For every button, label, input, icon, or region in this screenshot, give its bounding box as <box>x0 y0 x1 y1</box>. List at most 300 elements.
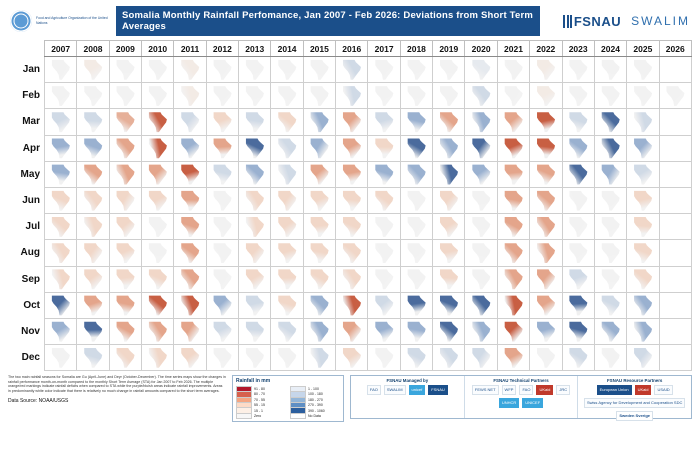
cell-oct-2014[interactable] <box>271 292 303 318</box>
cell-oct-2011[interactable] <box>174 292 206 318</box>
cell-may-2023[interactable] <box>562 161 594 187</box>
cell-dec-2010[interactable] <box>142 345 174 371</box>
somalia-silhouette-icon <box>406 320 426 342</box>
cell-jun-2012[interactable] <box>206 187 238 213</box>
cell-jun-2023[interactable] <box>562 187 594 213</box>
cell-jan-2010[interactable] <box>142 57 174 83</box>
cell-dec-2023[interactable] <box>562 345 594 371</box>
cell-oct-2019[interactable] <box>433 292 465 318</box>
cell-aug-2016[interactable] <box>336 240 368 266</box>
legend-label: 390 - 1060 <box>308 408 325 413</box>
cell-sep-2020[interactable] <box>465 266 497 292</box>
cell-mar-2008[interactable] <box>77 109 109 135</box>
cell-mar-2025[interactable] <box>627 109 659 135</box>
cell-apr-2024[interactable] <box>594 135 626 161</box>
map-shading <box>180 59 200 81</box>
cell-jan-2019[interactable] <box>433 57 465 83</box>
cell-aug-2007[interactable] <box>45 240 77 266</box>
mini-map <box>465 345 496 370</box>
cell-apr-2014[interactable] <box>271 135 303 161</box>
cell-aug-2015[interactable] <box>303 240 335 266</box>
cell-jun-2008[interactable] <box>77 187 109 213</box>
cell-jan-2015[interactable] <box>303 57 335 83</box>
cell-aug-2013[interactable] <box>239 240 271 266</box>
mini-map <box>45 57 76 82</box>
cell-may-2022[interactable] <box>530 161 562 187</box>
cell-dec-2012[interactable] <box>206 345 238 371</box>
somalia-silhouette-icon <box>83 111 103 133</box>
cell-feb-2024[interactable] <box>594 83 626 109</box>
cell-aug-2012[interactable] <box>206 240 238 266</box>
cell-jun-2009[interactable] <box>109 187 141 213</box>
cell-feb-2010[interactable] <box>142 83 174 109</box>
cell-aug-2022[interactable] <box>530 240 562 266</box>
cell-jul-2010[interactable] <box>142 214 174 240</box>
cell-jul-2018[interactable] <box>400 214 432 240</box>
cell-aug-2026[interactable] <box>659 240 691 266</box>
cell-jan-2025[interactable] <box>627 57 659 83</box>
mini-map <box>433 345 464 370</box>
cell-jan-2022[interactable] <box>530 57 562 83</box>
cell-aug-2019[interactable] <box>433 240 465 266</box>
cell-nov-2014[interactable] <box>271 318 303 344</box>
cell-nov-2021[interactable] <box>497 318 529 344</box>
map-shading <box>439 216 459 238</box>
mini-map <box>498 267 529 292</box>
mini-map <box>465 83 496 108</box>
map-shading <box>51 242 71 264</box>
somalia-silhouette-icon <box>115 111 135 133</box>
somalia-silhouette-icon <box>277 111 297 133</box>
cell-nov-2022[interactable] <box>530 318 562 344</box>
mini-map <box>498 83 529 108</box>
cell-may-2013[interactable] <box>239 161 271 187</box>
cell-jan-2026[interactable] <box>659 57 691 83</box>
cell-feb-2017[interactable] <box>368 83 400 109</box>
cell-nov-2020[interactable] <box>465 318 497 344</box>
cell-jan-2017[interactable] <box>368 57 400 83</box>
cell-jul-2020[interactable] <box>465 214 497 240</box>
cell-may-2007[interactable] <box>45 161 77 187</box>
cell-mar-2013[interactable] <box>239 109 271 135</box>
somalia-silhouette-icon <box>568 320 588 342</box>
cell-apr-2012[interactable] <box>206 135 238 161</box>
somalia-silhouette-icon <box>471 294 491 316</box>
cell-jul-2016[interactable] <box>336 214 368 240</box>
cell-may-2015[interactable] <box>303 161 335 187</box>
cell-sep-2010[interactable] <box>142 266 174 292</box>
somalia-silhouette-icon <box>536 190 556 212</box>
cell-may-2019[interactable] <box>433 161 465 187</box>
cell-feb-2007[interactable] <box>45 83 77 109</box>
cell-mar-2020[interactable] <box>465 109 497 135</box>
cell-dec-2021[interactable] <box>497 345 529 371</box>
cell-dec-2014[interactable] <box>271 345 303 371</box>
cell-oct-2009[interactable] <box>109 292 141 318</box>
cell-mar-2007[interactable] <box>45 109 77 135</box>
somalia-silhouette-icon <box>83 59 103 81</box>
somalia-silhouette-icon <box>536 137 556 159</box>
cell-jun-2015[interactable] <box>303 187 335 213</box>
cell-aug-2025[interactable] <box>627 240 659 266</box>
year-header-2019: 2019 <box>433 41 465 57</box>
somalia-silhouette-icon <box>180 111 200 133</box>
cell-feb-2013[interactable] <box>239 83 271 109</box>
map-shading <box>115 268 135 290</box>
cell-aug-2023[interactable] <box>562 240 594 266</box>
cell-jul-2008[interactable] <box>77 214 109 240</box>
partners-managed <box>351 376 465 418</box>
map-shading <box>309 242 329 264</box>
cell-sep-2016[interactable] <box>336 266 368 292</box>
cell-jul-2023[interactable] <box>562 214 594 240</box>
somalia-silhouette-icon <box>568 137 588 159</box>
cell-sep-2024[interactable] <box>594 266 626 292</box>
cell-jan-2020[interactable] <box>465 57 497 83</box>
cell-nov-2007[interactable] <box>45 318 77 344</box>
cell-may-2020[interactable] <box>465 161 497 187</box>
cell-apr-2025[interactable] <box>627 135 659 161</box>
cell-jul-2015[interactable] <box>303 214 335 240</box>
cell-aug-2018[interactable] <box>400 240 432 266</box>
cell-jun-2024[interactable] <box>594 187 626 213</box>
cell-jun-2007[interactable] <box>45 187 77 213</box>
cell-may-2014[interactable] <box>271 161 303 187</box>
cell-nov-2009[interactable] <box>109 318 141 344</box>
cell-mar-2019[interactable] <box>433 109 465 135</box>
cell-jul-2013[interactable] <box>239 214 271 240</box>
cell-dec-2026[interactable] <box>659 345 691 371</box>
cell-mar-2011[interactable] <box>174 109 206 135</box>
cell-oct-2012[interactable] <box>206 292 238 318</box>
cell-sep-2021[interactable] <box>497 266 529 292</box>
cell-mar-2012[interactable] <box>206 109 238 135</box>
map-shading <box>406 190 426 212</box>
cell-apr-2022[interactable] <box>530 135 562 161</box>
cell-nov-2016[interactable] <box>336 318 368 344</box>
cell-oct-2021[interactable] <box>497 292 529 318</box>
cell-jun-2013[interactable] <box>239 187 271 213</box>
cell-jul-2025[interactable] <box>627 214 659 240</box>
partner-logo: WFP <box>502 385 517 395</box>
cell-mar-2026[interactable] <box>659 109 691 135</box>
map-shading <box>568 163 588 185</box>
cell-apr-2020[interactable] <box>465 135 497 161</box>
cell-mar-2022[interactable] <box>530 109 562 135</box>
cell-jun-2010[interactable] <box>142 187 174 213</box>
cell-dec-2018[interactable] <box>400 345 432 371</box>
cell-sep-2015[interactable] <box>303 266 335 292</box>
cell-nov-2024[interactable] <box>594 318 626 344</box>
cell-apr-2019[interactable] <box>433 135 465 161</box>
cell-may-2025[interactable] <box>627 161 659 187</box>
cell-nov-2018[interactable] <box>400 318 432 344</box>
cell-apr-2023[interactable] <box>562 135 594 161</box>
cell-jan-2013[interactable] <box>239 57 271 83</box>
cell-jan-2018[interactable] <box>400 57 432 83</box>
cell-dec-2022[interactable] <box>530 345 562 371</box>
cell-oct-2010[interactable] <box>142 292 174 318</box>
cell-jul-2012[interactable] <box>206 214 238 240</box>
cell-jul-2011[interactable] <box>174 214 206 240</box>
mini-map <box>401 136 432 161</box>
cell-feb-2022[interactable] <box>530 83 562 109</box>
cell-feb-2023[interactable] <box>562 83 594 109</box>
legend-title: Rainfall in mm <box>236 378 271 385</box>
cell-feb-2012[interactable] <box>206 83 238 109</box>
cell-dec-2011[interactable] <box>174 345 206 371</box>
cell-oct-2008[interactable] <box>77 292 109 318</box>
cell-oct-2023[interactable] <box>562 292 594 318</box>
cell-jan-2023[interactable] <box>562 57 594 83</box>
cell-oct-2022[interactable] <box>530 292 562 318</box>
cell-jun-2017[interactable] <box>368 187 400 213</box>
cell-feb-2015[interactable] <box>303 83 335 109</box>
somalia-silhouette-icon <box>245 163 265 185</box>
cell-jul-2017[interactable] <box>368 214 400 240</box>
cell-nov-2012[interactable] <box>206 318 238 344</box>
somalia-silhouette-icon <box>601 137 621 159</box>
cell-apr-2021[interactable] <box>497 135 529 161</box>
cell-jun-2021[interactable] <box>497 187 529 213</box>
cell-dec-2016[interactable] <box>336 345 368 371</box>
cell-may-2008[interactable] <box>77 161 109 187</box>
cell-may-2009[interactable] <box>109 161 141 187</box>
cell-apr-2015[interactable] <box>303 135 335 161</box>
map-shading <box>374 137 394 159</box>
cell-may-2026[interactable] <box>659 161 691 187</box>
cell-mar-2016[interactable] <box>336 109 368 135</box>
cell-apr-2008[interactable] <box>77 135 109 161</box>
cell-jun-2016[interactable] <box>336 187 368 213</box>
cell-apr-2018[interactable] <box>400 135 432 161</box>
cell-may-2012[interactable] <box>206 161 238 187</box>
cell-oct-2024[interactable] <box>594 292 626 318</box>
cell-dec-2009[interactable] <box>109 345 141 371</box>
cell-apr-2007[interactable] <box>45 135 77 161</box>
cell-jan-2007[interactable] <box>45 57 77 83</box>
mini-map <box>627 267 658 292</box>
cell-sep-2011[interactable] <box>174 266 206 292</box>
cell-nov-2008[interactable] <box>77 318 109 344</box>
cell-oct-2017[interactable] <box>368 292 400 318</box>
cell-aug-2010[interactable] <box>142 240 174 266</box>
cell-sep-2012[interactable] <box>206 266 238 292</box>
somalia-silhouette-icon <box>471 59 491 81</box>
cell-jan-2008[interactable] <box>77 57 109 83</box>
cell-feb-2018[interactable] <box>400 83 432 109</box>
cell-jul-2024[interactable] <box>594 214 626 240</box>
cell-apr-2026[interactable] <box>659 135 691 161</box>
cell-nov-2025[interactable] <box>627 318 659 344</box>
cell-apr-2011[interactable] <box>174 135 206 161</box>
cell-mar-2014[interactable] <box>271 109 303 135</box>
cell-feb-2008[interactable] <box>77 83 109 109</box>
cell-aug-2024[interactable] <box>594 240 626 266</box>
cell-jun-2025[interactable] <box>627 187 659 213</box>
cell-sep-2009[interactable] <box>109 266 141 292</box>
cell-oct-2026[interactable] <box>659 292 691 318</box>
cell-apr-2017[interactable] <box>368 135 400 161</box>
cell-jul-2009[interactable] <box>109 214 141 240</box>
cell-nov-2015[interactable] <box>303 318 335 344</box>
cell-sep-2018[interactable] <box>400 266 432 292</box>
cell-feb-2016[interactable] <box>336 83 368 109</box>
cell-jan-2012[interactable] <box>206 57 238 83</box>
cell-jun-2026[interactable] <box>659 187 691 213</box>
map-shading <box>374 111 394 133</box>
cell-may-2024[interactable] <box>594 161 626 187</box>
cell-sep-2023[interactable] <box>562 266 594 292</box>
cell-sep-2007[interactable] <box>45 266 77 292</box>
cell-oct-2013[interactable] <box>239 292 271 318</box>
mini-map <box>271 267 302 292</box>
cell-mar-2017[interactable] <box>368 109 400 135</box>
cell-jul-2022[interactable] <box>530 214 562 240</box>
cell-feb-2020[interactable] <box>465 83 497 109</box>
cell-apr-2010[interactable] <box>142 135 174 161</box>
somalia-silhouette-icon <box>309 137 329 159</box>
cell-aug-2008[interactable] <box>77 240 109 266</box>
mini-map <box>142 214 173 239</box>
un-emblem-icon <box>10 10 32 32</box>
mini-map <box>595 109 626 134</box>
cell-jun-2014[interactable] <box>271 187 303 213</box>
cell-dec-2024[interactable] <box>594 345 626 371</box>
cell-jul-2026[interactable] <box>659 214 691 240</box>
cell-jan-2011[interactable] <box>174 57 206 83</box>
cell-sep-2026[interactable] <box>659 266 691 292</box>
cell-apr-2009[interactable] <box>109 135 141 161</box>
cell-nov-2019[interactable] <box>433 318 465 344</box>
cell-mar-2023[interactable] <box>562 109 594 135</box>
cell-jan-2021[interactable] <box>497 57 529 83</box>
somalia-silhouette-icon <box>471 111 491 133</box>
cell-may-2016[interactable] <box>336 161 368 187</box>
map-shading <box>471 320 491 342</box>
cell-jul-2019[interactable] <box>433 214 465 240</box>
map-shading <box>148 137 168 159</box>
cell-oct-2015[interactable] <box>303 292 335 318</box>
cell-oct-2020[interactable] <box>465 292 497 318</box>
map-shading <box>471 242 491 264</box>
cell-feb-2019[interactable] <box>433 83 465 109</box>
cell-may-2011[interactable] <box>174 161 206 187</box>
cell-mar-2018[interactable] <box>400 109 432 135</box>
cell-nov-2026[interactable] <box>659 318 691 344</box>
cell-may-2018[interactable] <box>400 161 432 187</box>
cell-jun-2020[interactable] <box>465 187 497 213</box>
cell-dec-2017[interactable] <box>368 345 400 371</box>
cell-may-2021[interactable] <box>497 161 529 187</box>
cell-aug-2014[interactable] <box>271 240 303 266</box>
cell-nov-2010[interactable] <box>142 318 174 344</box>
cell-may-2017[interactable] <box>368 161 400 187</box>
cell-jul-2007[interactable] <box>45 214 77 240</box>
cell-aug-2017[interactable] <box>368 240 400 266</box>
mini-map <box>433 109 464 134</box>
somalia-silhouette-icon <box>212 190 232 212</box>
cell-mar-2010[interactable] <box>142 109 174 135</box>
table-row <box>8 345 692 371</box>
cell-dec-2019[interactable] <box>433 345 465 371</box>
cell-feb-2021[interactable] <box>497 83 529 109</box>
cell-jan-2009[interactable] <box>109 57 141 83</box>
cell-mar-2021[interactable] <box>497 109 529 135</box>
cell-jul-2021[interactable] <box>497 214 529 240</box>
cell-mar-2024[interactable] <box>594 109 626 135</box>
somalia-silhouette-icon <box>633 111 653 133</box>
cell-feb-2014[interactable] <box>271 83 303 109</box>
cell-feb-2009[interactable] <box>109 83 141 109</box>
cell-dec-2013[interactable] <box>239 345 271 371</box>
cell-nov-2011[interactable] <box>174 318 206 344</box>
cell-jan-2024[interactable] <box>594 57 626 83</box>
map-shading <box>503 347 523 369</box>
cell-jan-2014[interactable] <box>271 57 303 83</box>
map-shading <box>601 111 621 133</box>
cell-feb-2026[interactable] <box>659 83 691 109</box>
cell-aug-2011[interactable] <box>174 240 206 266</box>
cell-oct-2007[interactable] <box>45 292 77 318</box>
cell-jun-2019[interactable] <box>433 187 465 213</box>
cell-apr-2013[interactable] <box>239 135 271 161</box>
cell-mar-2015[interactable] <box>303 109 335 135</box>
cell-aug-2009[interactable] <box>109 240 141 266</box>
cell-sep-2022[interactable] <box>530 266 562 292</box>
cell-oct-2018[interactable] <box>400 292 432 318</box>
cell-nov-2023[interactable] <box>562 318 594 344</box>
map-shading <box>503 190 523 212</box>
cell-dec-2025[interactable] <box>627 345 659 371</box>
cell-jul-2014[interactable] <box>271 214 303 240</box>
cell-dec-2020[interactable] <box>465 345 497 371</box>
month-label-jan: Jan <box>8 57 45 83</box>
cell-dec-2015[interactable] <box>303 345 335 371</box>
somalia-silhouette-icon <box>374 242 394 264</box>
somalia-silhouette-icon <box>309 85 329 107</box>
cell-dec-2007[interactable] <box>45 345 77 371</box>
cell-jun-2018[interactable] <box>400 187 432 213</box>
cell-sep-2025[interactable] <box>627 266 659 292</box>
cell-dec-2008[interactable] <box>77 345 109 371</box>
cell-feb-2025[interactable] <box>627 83 659 109</box>
map-shading <box>471 85 491 107</box>
cell-sep-2014[interactable] <box>271 266 303 292</box>
mini-map <box>595 267 626 292</box>
cell-nov-2017[interactable] <box>368 318 400 344</box>
cell-sep-2017[interactable] <box>368 266 400 292</box>
mini-map <box>142 267 173 292</box>
map-shading <box>83 347 103 369</box>
cell-may-2010[interactable] <box>142 161 174 187</box>
mini-map <box>530 319 561 344</box>
cell-sep-2008[interactable] <box>77 266 109 292</box>
cell-jan-2016[interactable] <box>336 57 368 83</box>
cell-nov-2013[interactable] <box>239 318 271 344</box>
cell-oct-2016[interactable] <box>336 292 368 318</box>
cell-jun-2022[interactable] <box>530 187 562 213</box>
cell-aug-2020[interactable] <box>465 240 497 266</box>
cell-aug-2021[interactable] <box>497 240 529 266</box>
cell-mar-2009[interactable] <box>109 109 141 135</box>
cell-sep-2019[interactable] <box>433 266 465 292</box>
cell-feb-2011[interactable] <box>174 83 206 109</box>
cell-jun-2011[interactable] <box>174 187 206 213</box>
cell-oct-2025[interactable] <box>627 292 659 318</box>
cell-sep-2013[interactable] <box>239 266 271 292</box>
cell-apr-2016[interactable] <box>336 135 368 161</box>
